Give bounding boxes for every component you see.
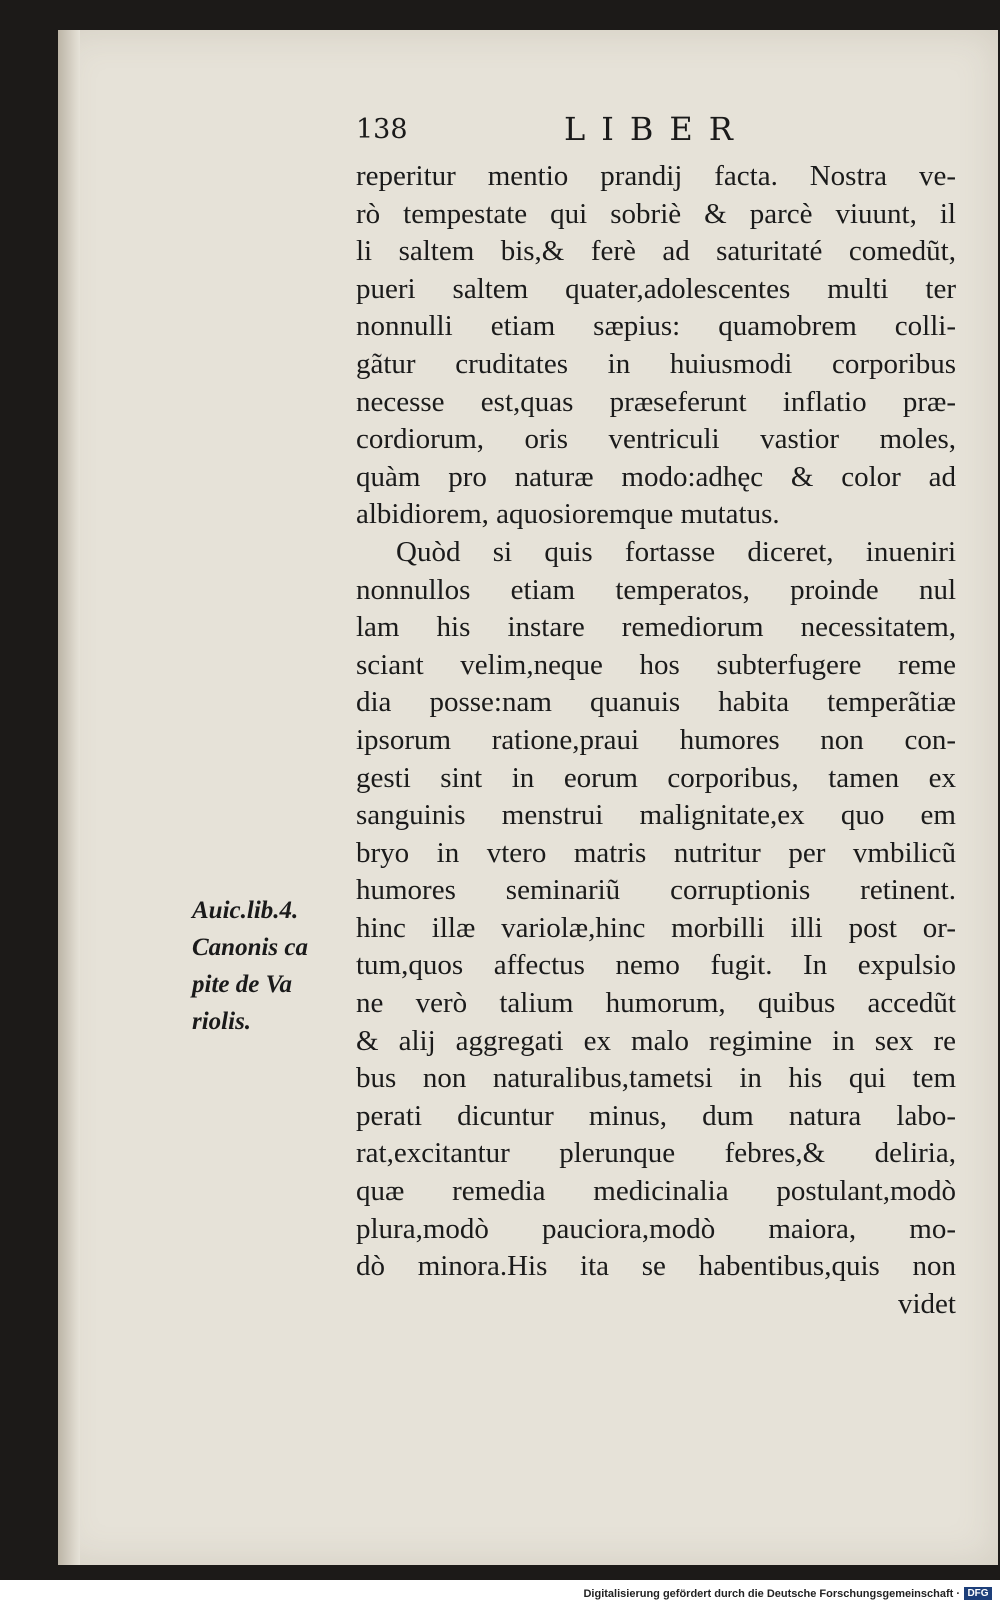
text-line: pueri saltem quater,adolescentes multi ter (356, 272, 956, 305)
text-line: bus non naturalibus,tametsi in his qui tem (356, 1062, 956, 1095)
marginal-note-line: pite de Va (192, 971, 292, 998)
footer-bar (0, 1580, 1000, 1607)
running-title: LIBER (564, 110, 749, 148)
text-line: gãtur cruditates in huiusmodi corporibus (356, 347, 956, 380)
dfg-logo: DFG (964, 1587, 992, 1600)
catchword: videt (898, 1287, 956, 1320)
text-line: plura,modò pauciora,modò maiora, mo- (356, 1212, 956, 1245)
text-line: dia posse:nam quanuis habita temperãtiæ (356, 686, 956, 719)
text-line: necesse est,quas præseferunt inflatio præ- (356, 385, 956, 418)
text-line: nonnulli etiam sæpius: quamobrem colli- (356, 310, 956, 343)
text-line: ipsorum ratione,praui humores non con- (356, 723, 956, 756)
text-line: reperitur mentio prandij facta. Nostra ve- (356, 160, 956, 192)
text-line: li saltem bis,& ferè ad saturitaté comedũt, (356, 235, 956, 268)
text-line: sanguinis menstrui malignitate,ex quo em (356, 799, 956, 832)
page-number: 138 (356, 114, 408, 145)
text-line: & alij aggregati ex malo regimine in sex re (356, 1024, 956, 1057)
page-header (356, 110, 776, 160)
text-line: quàm pro naturæ modo:adhęc & color ad (356, 460, 956, 493)
page-gutter-shadow (58, 30, 80, 1565)
marginal-note-line: Canonis ca (192, 934, 309, 961)
text-line: gesti sint in eorum corporibus, tamen ex (356, 761, 956, 794)
text-line: lam his instare remediorum necessitatem, (356, 611, 956, 644)
text-line: dò minora.His ita se habentibus,quis non (356, 1250, 956, 1283)
text-line: albidiorem, aquosioremque mutatus. (356, 498, 780, 531)
main-text-block (356, 158, 956, 1323)
text-line: rat,excitantur plerunque febres,& deliria, (356, 1137, 956, 1170)
text-line: humores seminariũ corruptionis retinent. (356, 874, 956, 907)
text-line: bryo in vtero matris nutritur per vmbilicũ (356, 836, 956, 869)
text-line: cordiorum, oris ventriculi vastior moles, (356, 423, 956, 456)
text-line: perati dicuntur minus, dum natura labo- (356, 1099, 956, 1132)
funding-credit: Digitalisierung gefördert durch die Deutsche Forschungsgemeinschaft · (583, 1588, 960, 1600)
text-line: hinc illæ variolæ,hinc morbilli illi post or- (356, 911, 956, 944)
text-line: tum,quos affectus nemo fugit. In expulsio (356, 949, 956, 982)
text-line: Quòd si quis fortasse diceret, inueniri (396, 535, 956, 568)
marginal-note (192, 892, 352, 1040)
text-line: rò tempestate qui sobriè & parcè viuunt, il (356, 197, 956, 230)
marginal-note-line: Auic.lib.4. (192, 897, 299, 924)
text-line: sciant velim,neque hos subterfugere reme (356, 648, 956, 681)
text-line: nonnullos etiam temperatos, proinde nul (356, 573, 956, 606)
marginal-note-line: riolis. (192, 1008, 252, 1035)
text-line: ne verò talium humorum, quibus accedũt (356, 987, 956, 1020)
text-line: quæ remedia medicinalia postulant,modò (356, 1175, 956, 1208)
